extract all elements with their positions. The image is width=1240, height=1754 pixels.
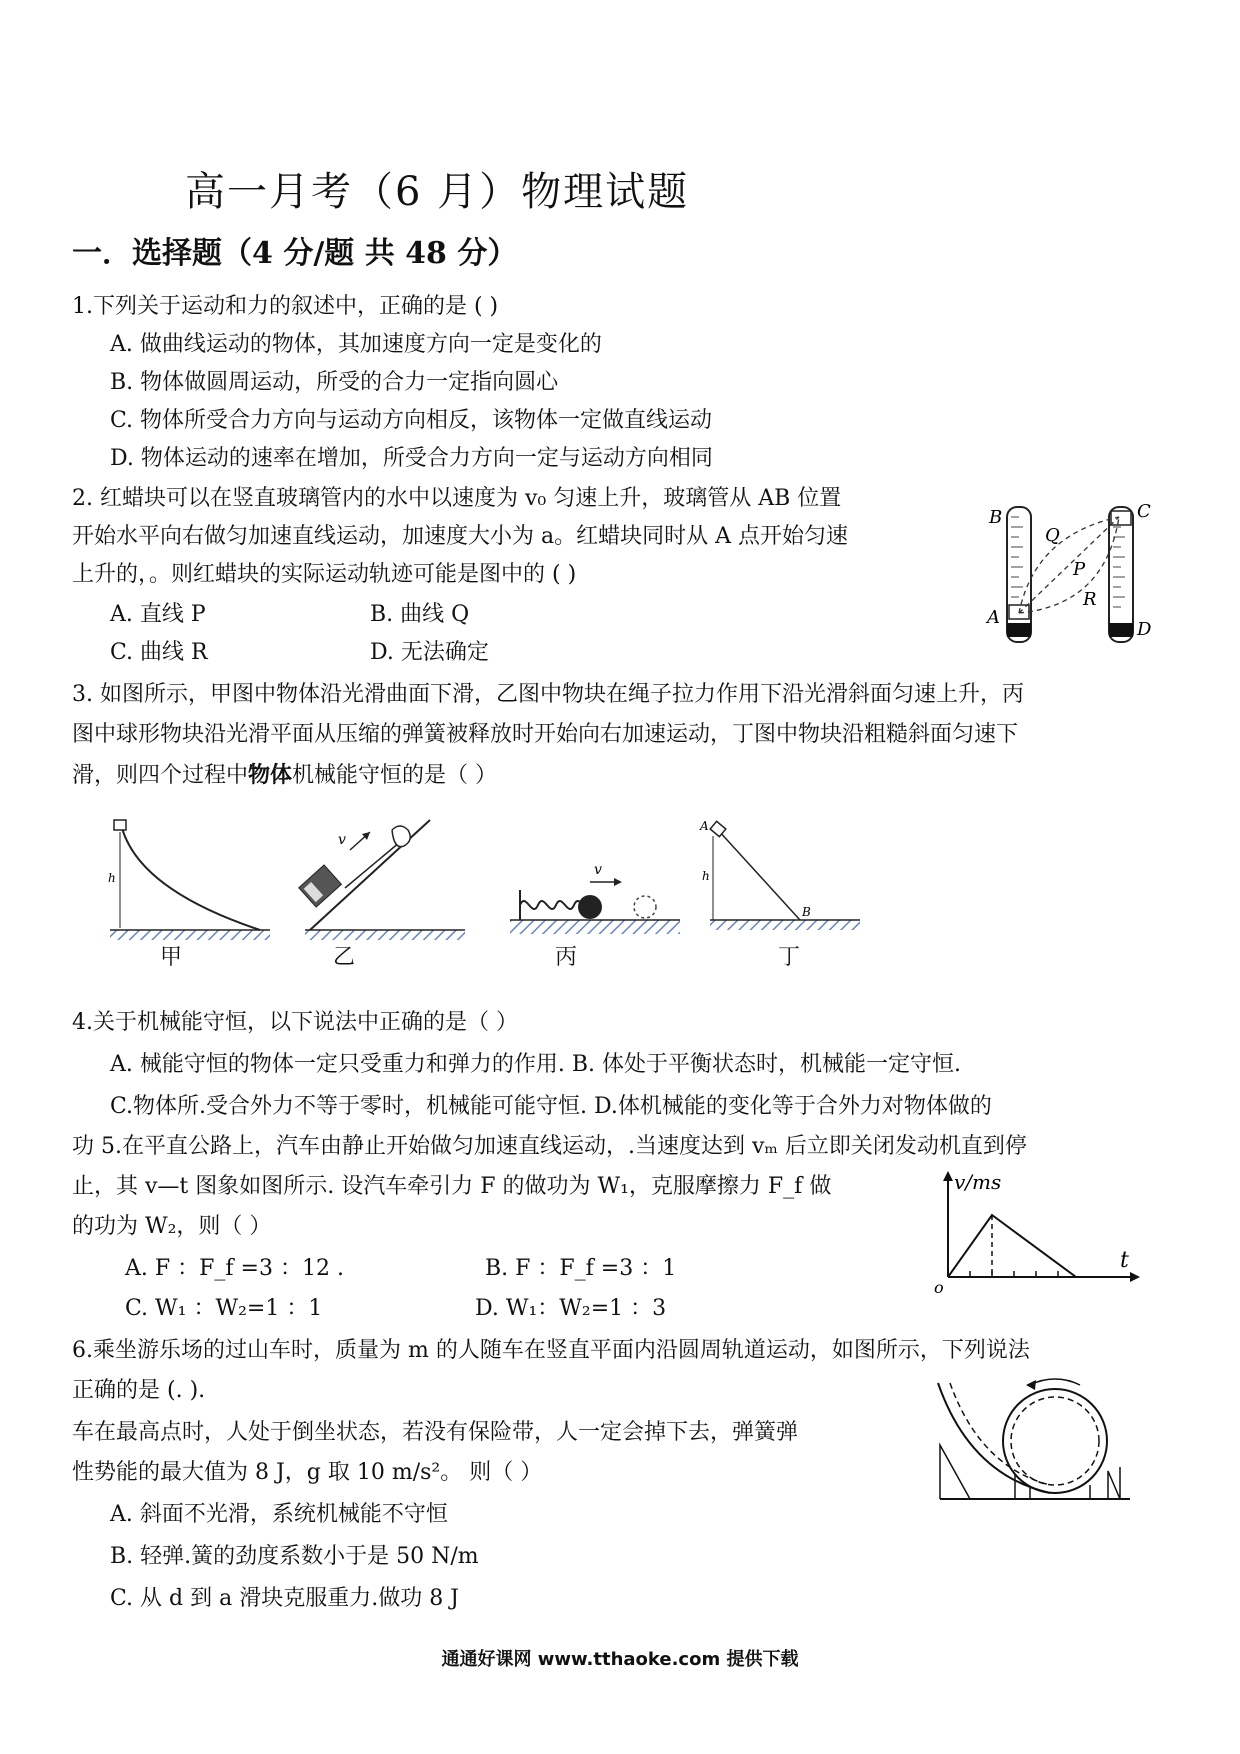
q1-option-b: B. 物体做圆周运动，所受的合力一定指向圆心 [110,370,559,395]
q3-ding-label-b: B [802,905,811,919]
q5-option-c: C. W₁ ：W₂=1 ：1 [125,1296,323,1321]
q2-stem-line1: 2. 红蜡块可以在竖直玻璃管内的水中以速度为 v₀ 匀速上升，玻璃管从 AB 位置 [72,486,842,511]
q6-stem-line2: 正确的是 (. ). [72,1378,206,1403]
q3-caption-ding: 丁 [778,945,801,970]
q3-jia-label-h: h [108,871,116,885]
q1-option-d: D. 物体运动的速率在增加，所受合力方向一定与运动方向相同 [110,446,713,471]
q2-option-a: A. 直线 P [110,602,206,627]
q5-origin-label: o [934,1278,944,1295]
q2-glass-tube-figure [985,495,1165,655]
section-heading: 一．选择题（4 分/题 共 48 分） [72,236,518,271]
q3-bing-label-v: v [594,862,602,878]
q1-option-a: A. 做曲线运动的物体，其加速度方向一定是变化的 [110,332,602,357]
q2-label-d: D [1137,619,1152,640]
q2-stem-line2: 开始水平向右做匀加速直线运动，加速度大小为 a。红蜡块同时从 A 点开始匀速 [72,524,848,549]
q2-label-c: C [1137,501,1151,522]
q5-x-axis-label: t [1120,1248,1129,1273]
q3-stem-line3-pre: 滑，则四个过程中 [72,763,249,788]
q2-label-b: B [989,507,1003,528]
q5-option-d: D. W₁：W₂=1 ：3 [475,1296,667,1321]
q2-stem-line3: 上升的，。则红蜡块的实际运动轨迹可能是图中的 ( ) [72,562,577,587]
q3-yi-label-v: v [338,832,346,848]
q5-stem-line1: 功 5.在平直公路上，汽车由静止开始做匀加速直线运动，.当速度达到 vₘ 后立即关闭发动机直到停 [72,1134,1027,1159]
q6-option-a: A. 斜面不光滑，系统机械能不守恒 [110,1502,448,1527]
q3-four-diagrams-figure [100,810,920,960]
q2-option-c: C. 曲线 R [110,640,208,665]
q3-caption-jia: 甲 [160,945,183,970]
page-title: 高一月考（6 月）物理试题 [185,169,690,215]
q6-stem-line4: 性势能的最大值为 8 J，g 取 10 m/s²。 则（ ） [72,1460,543,1485]
q3-stem-line2: 图中球形物块沿光滑平面从压缩的弹簧被释放时开始向右加速运动，丁图中物块沿粗糙斜面匀速下 [72,722,1019,747]
q2-option-d: D. 无法确定 [370,640,489,665]
q2-label-a: A [987,607,1000,628]
q5-option-a: A. F ：F_f =3 ：12 . [125,1256,344,1281]
q1-option-c: C. 物体所受合力方向与运动方向相反，该物体一定做直线运动 [110,408,713,433]
q4-options-ab: A. 械能守恒的物体一定只受重力和弹力的作用. B. 体处于平衡状态时，机械能一定守恒. [110,1052,962,1077]
q5-stem-line2: 止，其 v—t 图象如图所示. 设汽车牵引力 F 的做功为 W₁，克服摩擦力 F_f 做 [72,1174,832,1199]
q2-label-q: Q [1045,525,1060,546]
q3-caption-bing: 丙 [555,945,578,970]
q4-options-cd: C.物体所.受合外力不等于零时，机械能可能守恒. D.体机械能的变化等于合外力对物体做的 [110,1094,992,1119]
q2-option-b: B. 曲线 Q [370,602,470,627]
q5-stem-line3: 的功为 W₂，则（ ） [72,1214,272,1239]
q2-label-r: R [1083,589,1097,610]
q5-y-axis-label: v/ms [954,1170,1002,1194]
q3-stem-line3 [72,760,497,791]
q3-stem-line1: 3. 如图所示，甲图中物体沿光滑曲面下滑，乙图中物块在绳子拉力作用下沿光滑斜面匀速上升，丙 [72,682,1024,707]
q3-caption-yi: 乙 [333,945,356,970]
q3-ding-label-h: h [702,869,710,883]
q6-option-c: C. 从 d 到 a 滑块克服重力.做功 8 J [110,1586,460,1611]
q3-stem-line3-post: 机械能守恒的是（ ） [292,763,498,788]
q3-ding-label-a: A [700,819,709,833]
q3-stem-line3-bold: 物体 [248,762,293,788]
q6-option-b: B. 轻弹.簧的劲度系数小于是 50 N/m [110,1544,479,1569]
q1-stem: 1.下列关于运动和力的叙述中，正确的是 ( ) [72,294,499,319]
footer-source: 通通好课网 www.tthaoke.com 提供下载 [441,1649,799,1670]
q5-vt-graph-figure [930,1165,1150,1295]
q5-option-b: B. F ：F_f =3 ：1 [485,1256,677,1281]
q6-stem-line1: 6.乘坐游乐场的过山车时，质量为 m 的人随车在竖直平面内沿圆周轨道运动，如图所示，下列说法 [72,1338,1030,1363]
q4-stem: 4.关于机械能守恒，以下说法中正确的是（ ） [72,1010,518,1035]
q6-stem-line3: 车在最高点时，人处于倒坐状态，若没有保险带，人一定会掉下去，弹簧弹 [72,1420,799,1445]
q2-label-p: P [1073,559,1086,580]
q6-roller-coaster-figure [930,1375,1140,1505]
